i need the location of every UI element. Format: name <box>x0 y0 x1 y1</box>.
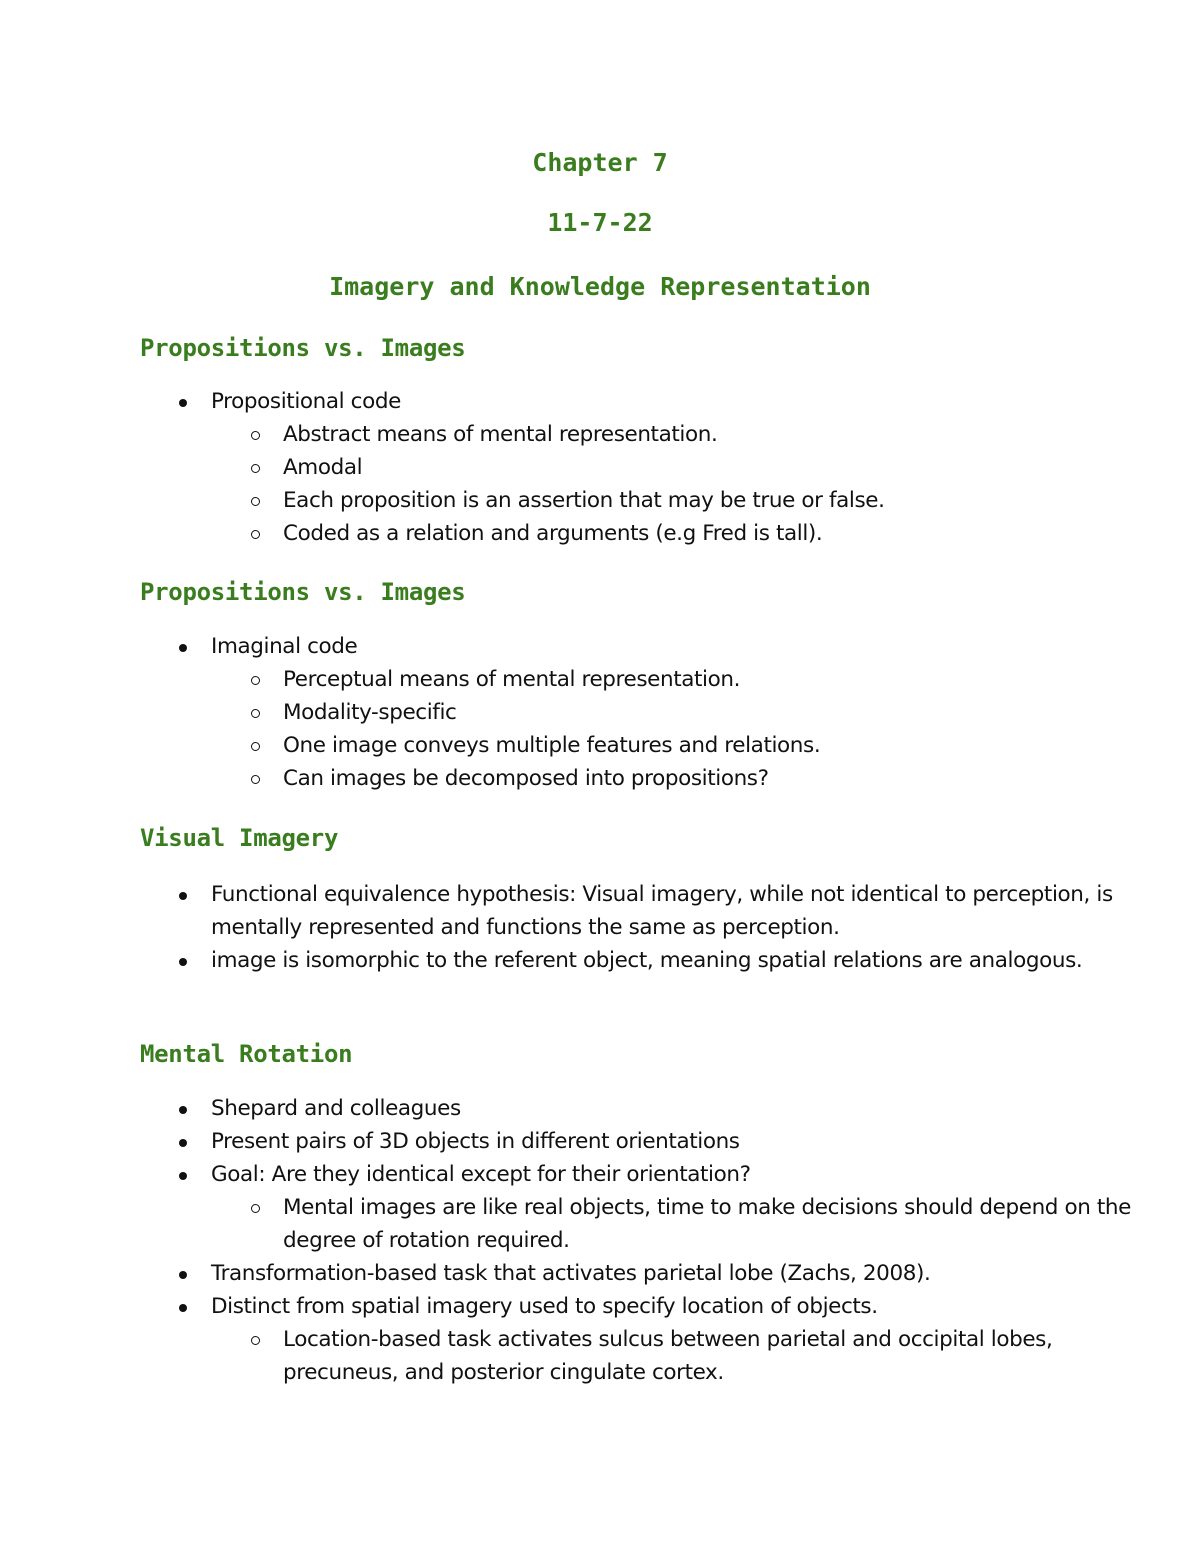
list-item <box>140 1290 1140 1389</box>
sub-list-item-text: Amodal <box>283 455 363 480</box>
section-heading: Propositions vs. Images <box>140 334 466 362</box>
bullet-list <box>140 630 1140 795</box>
sub-list-item-text: Coded as a relation and arguments (e.g Fred is tall). <box>283 521 823 546</box>
section-visual-imagery <box>140 823 1140 977</box>
bullet-icon <box>179 399 187 407</box>
list-item-text: Transformation-based task that activates parietal lobe (Zachs, 2008). <box>211 1261 931 1286</box>
bullet-list <box>140 878 1140 977</box>
sub-list-item-text: One image conveys multiple features and relations. <box>283 733 821 758</box>
section-heading: Visual Imagery <box>140 824 339 852</box>
list-item-text: Functional equivalence hypothesis: Visual imagery, while not identical to perception, is mentally represented and functions the same as perception. <box>211 882 1113 940</box>
sub-list-item <box>211 663 1140 696</box>
bullet-list <box>140 1092 1140 1389</box>
hollow-bullet-icon <box>251 530 260 539</box>
bullet-icon <box>179 1271 187 1279</box>
sub-list-item <box>211 762 1140 795</box>
sub-list-item <box>211 1191 1140 1257</box>
sub-list-item-text: Location-based task activates sulcus between parietal and occipital lobes, precuneus, and posterior cingulate cortex. <box>283 1327 1053 1385</box>
bullet-icon <box>179 892 187 900</box>
list-item <box>140 944 1140 977</box>
sub-list-item <box>211 1323 1140 1389</box>
hollow-bullet-icon <box>251 464 260 473</box>
list-item-text: Goal: Are they identical except for their orientation? <box>211 1162 751 1187</box>
hollow-bullet-icon <box>251 775 260 784</box>
bullet-icon <box>179 958 187 966</box>
sub-bullet-list <box>211 1323 1140 1389</box>
bullet-icon <box>179 1172 187 1180</box>
hollow-bullet-icon <box>251 1204 260 1213</box>
date-line: 11-7-22 <box>547 208 653 237</box>
section-heading: Propositions vs. Images <box>140 578 466 606</box>
list-item <box>140 1257 1140 1290</box>
list-item-text: Distinct from spatial imagery used to specify location of objects. <box>211 1294 878 1319</box>
section-propositions-1 <box>140 333 1140 550</box>
sub-list-item-text: Abstract means of mental representation. <box>283 422 718 447</box>
document-heading: Imagery and Knowledge Representation <box>329 272 871 301</box>
bullet-icon <box>179 644 187 652</box>
section-mental-rotation <box>140 1039 1140 1389</box>
sub-list-item-text: Modality-specific <box>283 700 457 725</box>
list-item <box>140 1092 1140 1125</box>
sub-list-item <box>211 729 1140 762</box>
hollow-bullet-icon <box>251 431 260 440</box>
list-item <box>140 878 1140 944</box>
sub-list-item-text: Each proposition is an assertion that may be true or false. <box>283 488 885 513</box>
bullet-icon <box>179 1304 187 1312</box>
sub-list-item <box>211 484 1140 517</box>
sub-list-item <box>211 517 1140 550</box>
list-item <box>140 385 1140 550</box>
sub-list-item <box>211 451 1140 484</box>
hollow-bullet-icon <box>251 742 260 751</box>
list-item <box>140 1125 1140 1158</box>
sub-bullet-list <box>211 418 1140 550</box>
hollow-bullet-icon <box>251 1336 260 1345</box>
bullet-icon <box>179 1139 187 1147</box>
sub-list-item <box>211 696 1140 729</box>
list-item-text: image is isomorphic to the referent object, meaning spatial relations are analogous. <box>211 948 1083 973</box>
list-item-text: Imaginal code <box>211 634 358 659</box>
bullet-icon <box>179 1106 187 1114</box>
sub-list-item <box>211 418 1140 451</box>
chapter-title: Chapter 7 <box>532 148 668 177</box>
sub-bullet-list <box>211 663 1140 795</box>
section-heading: Mental Rotation <box>140 1040 353 1068</box>
list-item-text: Present pairs of 3D objects in different orientations <box>211 1129 740 1154</box>
sub-list-item-text: Mental images are like real objects, time to make decisions should depend on the degree of rotation required. <box>283 1195 1131 1253</box>
section-propositions-2 <box>140 577 1140 795</box>
list-item-text: Propositional code <box>211 389 401 414</box>
sub-list-item-text: Can images be decomposed into propositions? <box>283 766 769 791</box>
sub-bullet-list <box>211 1191 1140 1257</box>
hollow-bullet-icon <box>251 709 260 718</box>
list-item <box>140 1158 1140 1257</box>
list-item-text: Shepard and colleagues <box>211 1096 461 1121</box>
bullet-list <box>140 385 1140 550</box>
hollow-bullet-icon <box>251 497 260 506</box>
list-item <box>140 630 1140 795</box>
sub-list-item-text: Perceptual means of mental representation. <box>283 667 741 692</box>
hollow-bullet-icon <box>251 676 260 685</box>
